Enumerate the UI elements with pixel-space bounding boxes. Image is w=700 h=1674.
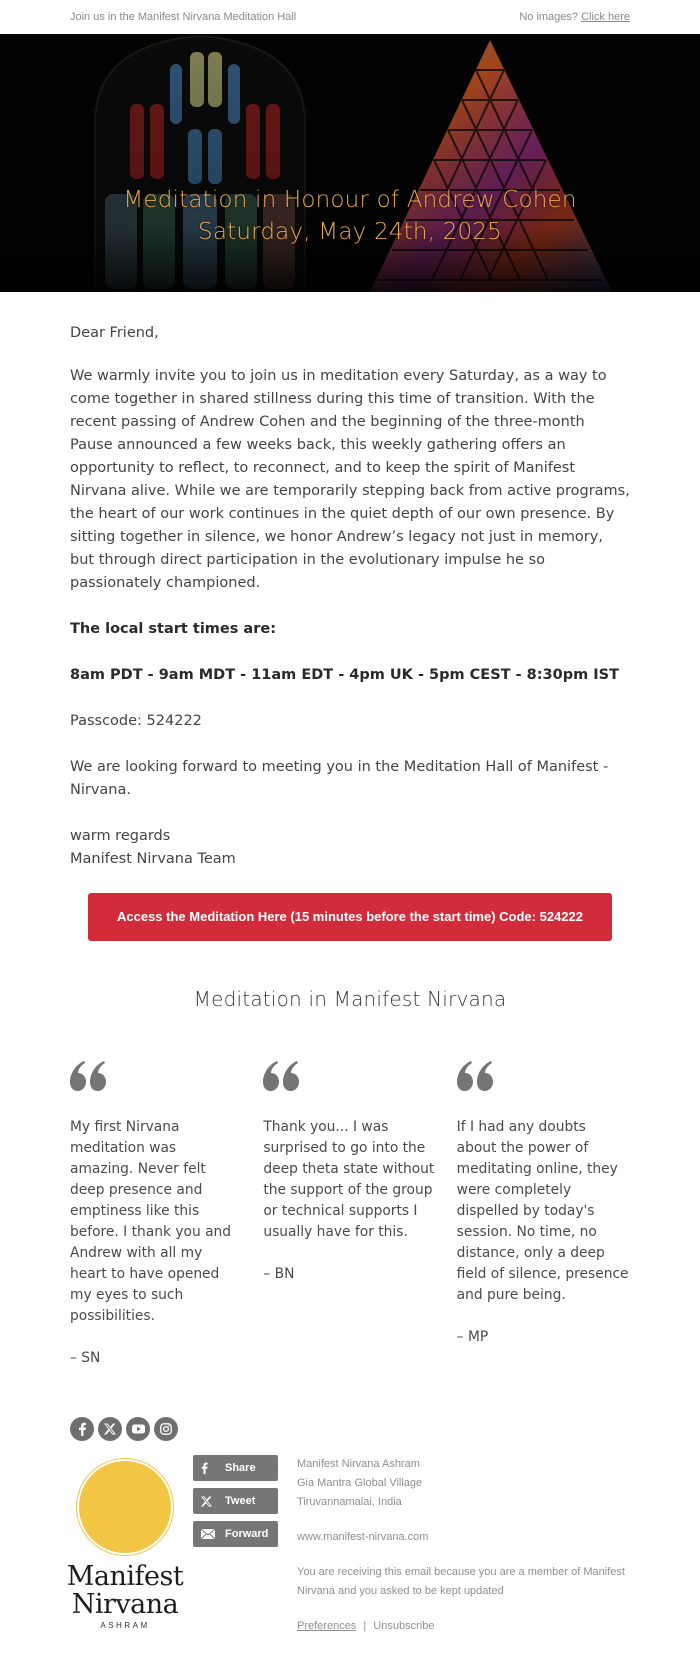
- facebook-icon: [201, 1462, 219, 1474]
- hero-title-line2: Saturday, May 24th, 2025: [198, 219, 502, 245]
- invitation-paragraph: We warmly invite you to join us in meditation every Saturday, as a way to come together in shared stillness during this time of transition. With the recent passing of Andrew Cohen and the beginning of the three-month Pause announced a few weeks back, this weekly gathering offers an opportunity to reflect, to reconnect, and to keep the spirit of Manifest Nirvana alive. While we are temporarily stepping back from active programs, the heart of our work continues in the quiet depth of our own presence. By sitting together in silence, we honor Andrew’s legacy not just in memory, but through direct participation in the evolutionary impulse he so passionately championed.: [70, 368, 630, 591]
- tweet-label: Tweet: [225, 1495, 256, 1507]
- manifest-nirvana-logo: [55, 1455, 195, 1636]
- testimonials-title: Meditation in Manifest Nirvana: [193, 987, 507, 1011]
- greeting: Dear Friend,: [70, 325, 159, 341]
- quote-icon: [263, 1059, 436, 1099]
- testimonial: [263, 1059, 456, 1369]
- instagram-icon: [160, 1423, 172, 1435]
- signoff-line2: Manifest Nirvana Team: [70, 851, 236, 867]
- looking-forward: We are looking forward to meeting you in the Meditation Hall of Manifest - Nirvana.: [70, 759, 609, 798]
- footer-links: [297, 1617, 642, 1636]
- testimonial-text: Thank you... I was surprised to go into the deep theta state without the support of the group or technical supports I usually have for this.: [263, 1119, 435, 1240]
- passcode: Passcode: 524222: [70, 713, 202, 729]
- x-icon: [201, 1496, 219, 1507]
- logo-word-manifest: Manifest: [66, 1561, 184, 1592]
- youtube-link[interactable]: [126, 1417, 150, 1441]
- share-label: Share: [225, 1462, 256, 1474]
- x-link[interactable]: [98, 1417, 122, 1441]
- preheader-text: Join us in the Manifest Nirvana Meditation Hall: [70, 11, 297, 23]
- subscription-notice: You are receiving this email because you are a member of Manifest Nirvana and you asked to be kept updated: [297, 1566, 625, 1597]
- forward-label: Forward: [225, 1528, 269, 1540]
- address-line3: Tiruvannamalai, India: [297, 1496, 402, 1508]
- footer-info: [297, 1455, 642, 1636]
- address-line1: Manifest Nirvana Ashram: [297, 1458, 420, 1470]
- click-here-link[interactable]: Click here: [581, 11, 630, 23]
- testimonial-author: – SN: [70, 1350, 101, 1366]
- testimonial-text: If I had any doubts about the power of meditating online, they were completely dispelled by today's session. No time, no distance, only a deep field of silence, presence and pure being.: [456, 1119, 629, 1303]
- social-links: [0, 1417, 700, 1441]
- hero-title-line1: Meditation in Honour of Andrew Cohen: [123, 187, 577, 213]
- hero-banner: [0, 34, 700, 292]
- hero-title: [0, 184, 700, 248]
- testimonial: [457, 1059, 650, 1369]
- email-body: [0, 292, 700, 871]
- facebook-icon: [76, 1422, 88, 1436]
- cta-wrapper: [0, 893, 700, 941]
- website-link[interactable]: www.manifest-nirvana.com: [297, 1531, 429, 1543]
- preferences-link[interactable]: Preferences: [297, 1620, 357, 1632]
- logo-sub-ashram: ASHRAM: [100, 1621, 150, 1630]
- link-separator: |: [363, 1620, 367, 1632]
- testimonial: [70, 1059, 263, 1369]
- share-tweet-button[interactable]: [193, 1488, 278, 1514]
- testimonial-text: My first Nirvana meditation was amazing. Never felt deep presence and emptiness like this before. I thank you and Andrew with all my heart to have opened my eyes to such possibilities.: [70, 1119, 232, 1324]
- instagram-link[interactable]: [154, 1417, 178, 1441]
- share-forward-button[interactable]: [193, 1521, 278, 1547]
- logo-word-nirvana: Nirvana: [71, 1589, 179, 1620]
- signoff: [70, 825, 630, 871]
- quote-icon: [70, 1059, 243, 1099]
- access-meditation-button[interactable]: Access the Meditation Here (15 minutes before the start time) Code: 524222: [88, 893, 612, 941]
- logo-wordmark: [67, 1563, 183, 1630]
- signoff-line1: warm regards: [70, 828, 171, 844]
- quote-icon: [457, 1059, 630, 1099]
- sun-circle-icon: [79, 1461, 171, 1553]
- x-icon: [104, 1423, 116, 1435]
- testimonial-author: – BN: [263, 1266, 295, 1282]
- youtube-icon: [132, 1424, 145, 1434]
- testimonials: [0, 1059, 700, 1369]
- address-line2: Gia Mantra Global Village: [297, 1477, 423, 1489]
- share-buttons: [193, 1455, 297, 1636]
- testimonial-author: – MP: [456, 1329, 489, 1345]
- share-facebook-button[interactable]: [193, 1455, 278, 1481]
- preheader: [0, 0, 700, 34]
- start-times-heading: The local start times are:: [70, 621, 276, 637]
- footer: [0, 1455, 700, 1656]
- start-times: 8am PDT - 9am MDT - 11am EDT - 4pm UK - 5pm CEST - 8:30pm IST: [70, 667, 619, 683]
- no-images-label: No images?: [519, 11, 579, 23]
- envelope-icon: [201, 1529, 219, 1539]
- facebook-link[interactable]: [70, 1417, 94, 1441]
- unsubscribe-link[interactable]: Unsubscribe: [373, 1620, 435, 1632]
- no-images-notice: [519, 11, 630, 23]
- hero-stained-glass-image: [0, 34, 700, 292]
